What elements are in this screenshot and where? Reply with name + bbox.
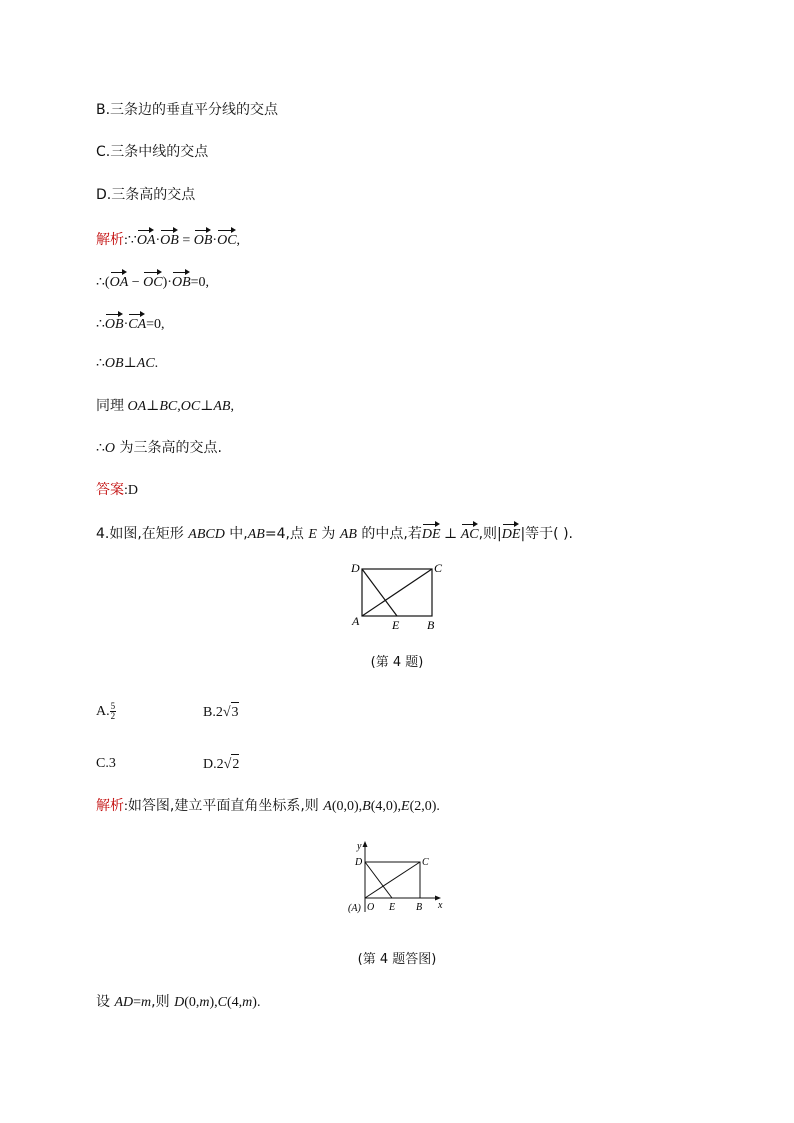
point-e-2: E (401, 799, 410, 814)
label-e-2: E (389, 902, 396, 913)
perp-symbol-4: ⊥ (444, 527, 458, 542)
coord-e: (2,0). (409, 799, 440, 814)
figure-rectangle (340, 558, 460, 636)
vector-oa: OA (137, 228, 156, 251)
radicand-2: 2 (231, 754, 239, 775)
dot-4: · (123, 317, 129, 332)
segment-oc: OC (180, 399, 201, 414)
y-axis-arrow-icon (363, 841, 368, 847)
q4-text-5: ,则| (478, 526, 502, 542)
segment-de (362, 569, 397, 616)
solution-line-5 (96, 396, 234, 417)
vector-ob: OB (160, 228, 179, 251)
segment-oa: OA (127, 399, 147, 414)
q4-text-3: 为 (316, 526, 340, 542)
perp-symbol-2: ⊥ (146, 399, 160, 414)
option-d: D.三条高的交点 (96, 187, 196, 203)
fraction-5-2: $\frac{5}{2}$ (110, 701, 116, 722)
label-e: E (392, 618, 400, 632)
solution-line-4 (96, 354, 158, 374)
point-d: D (174, 995, 185, 1010)
because-symbol: ∵ (127, 233, 137, 248)
solution-label: 解析 (96, 232, 124, 248)
last-prefix: 设 (96, 994, 115, 1010)
equals: = (178, 233, 194, 248)
label-y: y (357, 841, 362, 852)
perp-symbol-3: ⊥ (200, 399, 214, 414)
point-c: C (217, 995, 227, 1010)
choice-d-label: D.2 (203, 757, 224, 772)
segment-ac: AC (136, 356, 155, 371)
point-b: B (362, 799, 371, 814)
diagonal-ac-2 (365, 862, 420, 898)
therefore-symbol: ∴ (96, 275, 105, 290)
coord-c-b: ). (252, 995, 261, 1010)
comma-3: , (230, 399, 234, 414)
segment-bc: BC (159, 399, 178, 414)
coord-a: (0,0), (331, 799, 363, 814)
label-a-paren: (A) (348, 903, 361, 914)
label-d: D (351, 561, 360, 575)
segment-ab-3: AB (339, 527, 357, 542)
segment-ad: AD (114, 995, 134, 1010)
dot-3: · (167, 275, 172, 290)
colon-3: : (124, 799, 128, 814)
comma: , (236, 233, 241, 248)
q4-suffix: |等于( ). (520, 526, 573, 542)
answer-value: D (127, 483, 139, 498)
label-c: C (434, 561, 443, 575)
last-mid: ,则 (151, 994, 175, 1010)
choice-b (203, 702, 239, 723)
var-m: m (141, 995, 152, 1010)
solution2-line (96, 796, 440, 817)
diagonal-ac (362, 569, 432, 616)
vector-de: DE (422, 522, 441, 545)
vector-oa-2: OA (110, 270, 129, 293)
solution-line-2: ∴(OA − OC)·OB=0, (96, 270, 209, 293)
similarly-text: 同理 (96, 398, 124, 414)
label-b-2: B (416, 902, 423, 913)
last-line (96, 992, 260, 1013)
choice-d (203, 754, 239, 775)
comma-2: , (177, 399, 181, 414)
dot: · (155, 233, 161, 248)
vector-oc: OC (217, 228, 236, 251)
solution2-text: 如答图,建立平面直角坐标系,则 (127, 798, 324, 814)
radicand-3: 3 (231, 702, 239, 723)
sqrt-symbol-2: √ (223, 757, 232, 772)
coord-d-a: (0, (184, 995, 200, 1010)
coord-c-a: (4, (227, 995, 243, 1010)
solution-line-6 (96, 438, 222, 459)
segment-ob: OB (104, 356, 124, 371)
vector-ob-2: OB (194, 228, 213, 251)
label-b: B (427, 618, 435, 632)
equals-zero: =0, (190, 275, 210, 290)
vector-ac: AC (461, 522, 479, 545)
vector-ca: CA (128, 312, 146, 335)
segment-ab: AB (213, 399, 231, 414)
solution2-label: 解析 (96, 798, 124, 814)
segment-de-2 (365, 862, 392, 898)
period: . (154, 356, 159, 371)
option-b: B.三条边的垂直平分线的交点 (96, 102, 279, 118)
label-a: A (352, 614, 360, 628)
point-e: E (308, 527, 317, 542)
coord-b: (4,0), (370, 799, 402, 814)
choice-a (96, 702, 116, 722)
equals-zero-2: =0, (146, 317, 165, 332)
colon: : (124, 233, 128, 248)
choice-c: C.3 (96, 756, 116, 771)
q4-text-4: 的中点,若 (356, 526, 422, 542)
rect-abcd: ABCD (188, 527, 225, 542)
q4-text-2: =4,点 (264, 526, 309, 542)
dot-2: · (212, 233, 218, 248)
var-m-3: m (242, 995, 253, 1010)
colon-2: : (124, 483, 128, 498)
choice-a-label: A. (96, 704, 110, 719)
perp-symbol: ⊥ (123, 356, 137, 371)
var-m-2: m (199, 995, 210, 1010)
figure-caption-2: (第 4 题答图) (357, 952, 437, 967)
label-x: x (438, 900, 443, 911)
q4-prefix: 4.如图,在矩形 (96, 526, 189, 542)
therefore-symbol-3: ∴ (96, 356, 105, 371)
answer-line (96, 480, 138, 501)
label-o: O (367, 902, 375, 913)
point-a: A (323, 799, 332, 814)
coord-d-b: ), (209, 995, 218, 1010)
figure-caption: (第 4 题) (370, 655, 424, 670)
vector-de-2: DE (502, 522, 521, 545)
choice-b-label: B.2 (203, 705, 223, 720)
conclusion-text: 为三条高的交点. (115, 440, 222, 456)
equals-2: = (133, 995, 142, 1010)
vector-ob-3: OB (172, 270, 191, 293)
minus: − (128, 275, 144, 290)
label-d-2: D (355, 857, 363, 868)
option-c: C.三条中线的交点 (96, 144, 209, 160)
q4-text-1: 中, (224, 526, 248, 542)
question-4 (96, 522, 573, 545)
solution-line-1 (96, 228, 240, 251)
figure-coordinate (340, 838, 460, 918)
sqrt-symbol: √ (222, 705, 231, 720)
therefore-symbol-4: ∴ (96, 441, 105, 456)
segment-ab-2: AB (247, 527, 265, 542)
solution-line-3 (96, 312, 165, 335)
vector-ob-4: OB (105, 312, 124, 335)
label-c-2: C (422, 857, 429, 868)
point-o: O (104, 441, 116, 456)
therefore-symbol-2: ∴ (96, 317, 105, 332)
vector-oc-2: OC (143, 270, 162, 293)
answer-label: 答案 (96, 482, 124, 498)
